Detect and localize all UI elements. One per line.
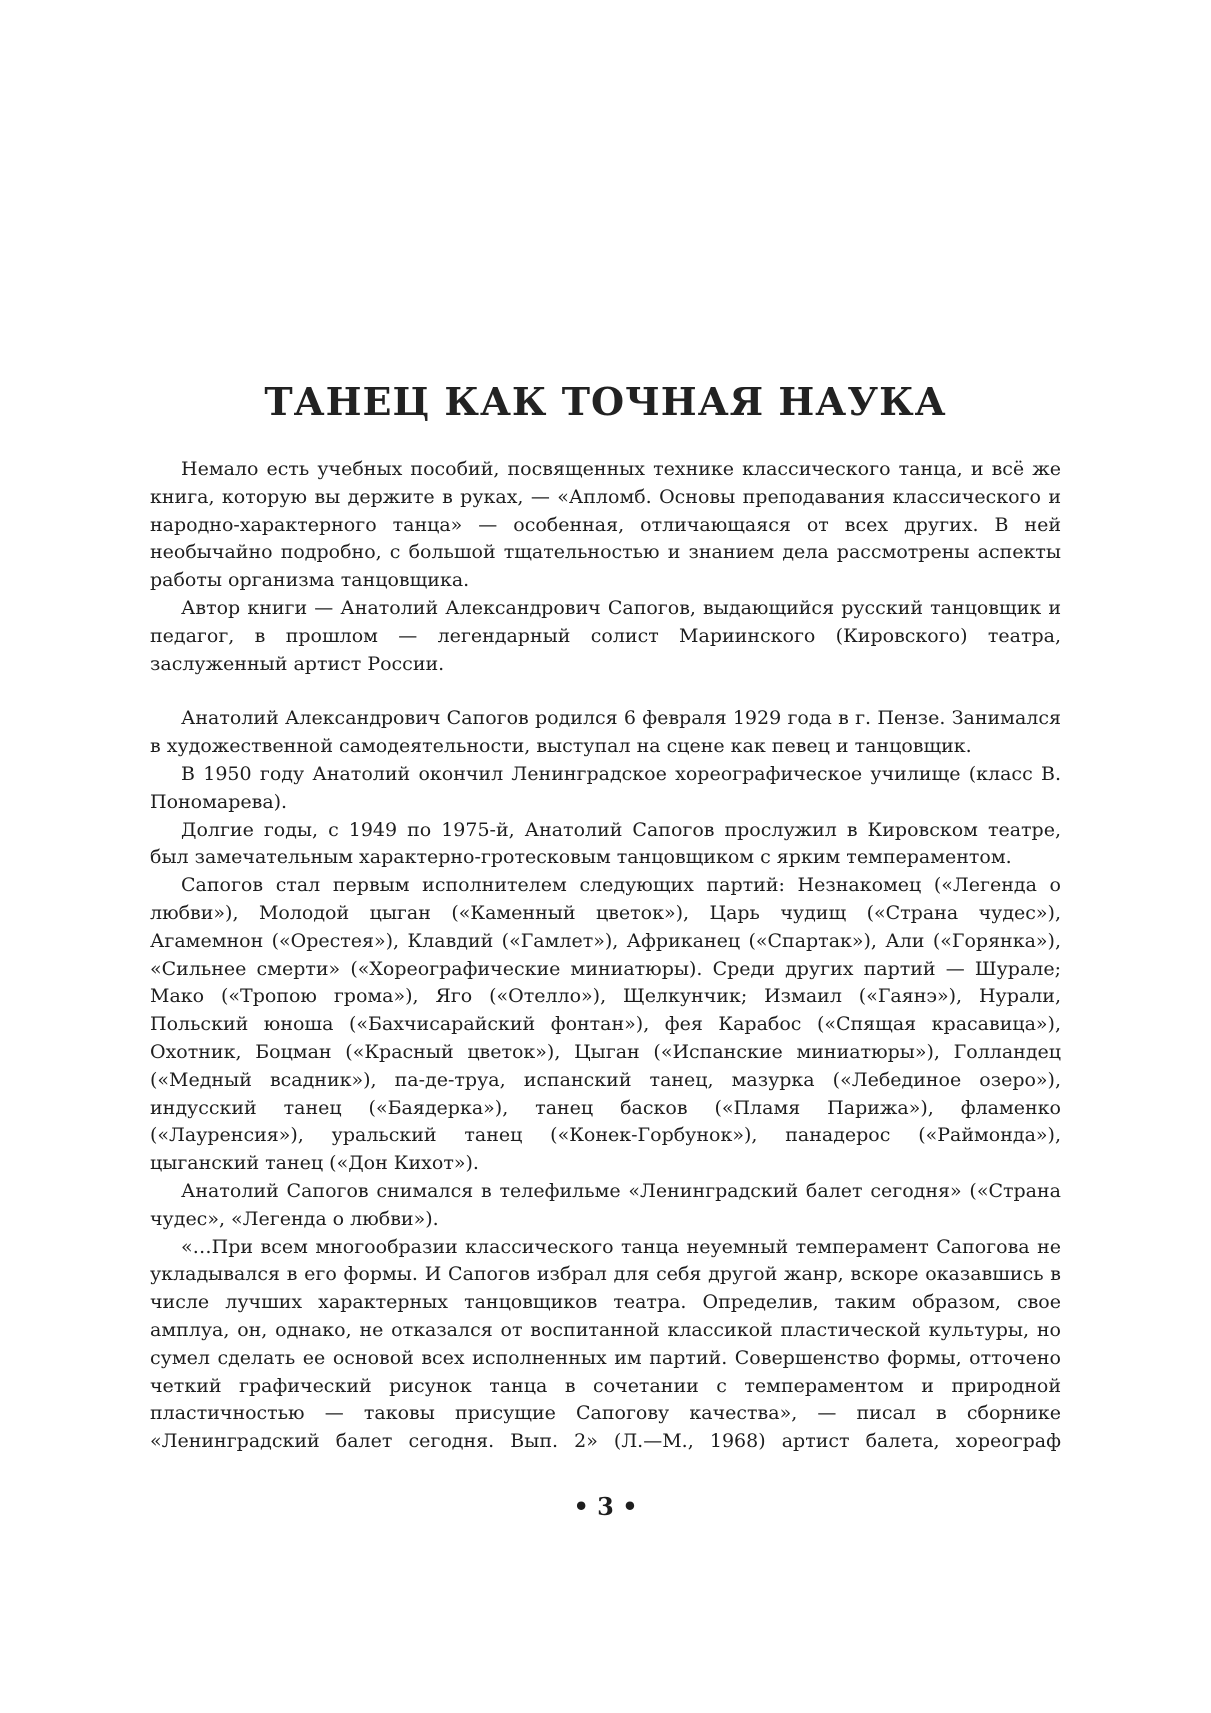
paragraph-school: В 1950 году Анатолий окончил Ленинградское хореографическое училище (класс В. Пономарева). — [150, 762, 1061, 813]
paragraph-intro: Немало есть учебных пособий, посвященных технике классического танца, и всё же книга, которую вы держите в руках, — «Апломб. Основы преподавания классического и народно-характерного танца» — особенная, отличающаяся от всех других. В ней необычайно подробно, с большой тщательностью и знанием дела рассмотрены аспекты работы организма танцовщика. — [150, 458, 1061, 592]
paragraph-birth: Анатолий Александрович Сапогов родился 6 февраля 1929 года в г. Пензе. Занимался в художественной самодеятельности, выступал на сцене как певец и танцовщик. — [150, 707, 1061, 758]
paragraph-quote: «…При всем многообразии классического танца неуемный темперамент Сапогова не укладывался в его формы. И Сапогов избрал для себя другой жанр, вскоре оказавшись в числе лучших характерных танцовщиков театра. Определив, таким образом, свое амплуа, он, однако, не отказался от воспитанной классикой пластической культуры, но сумел сделать ее основой всех исполненных им партий. Совершенство формы, отточено четкий графический рисунок танца в сочетании с темпераментом и природной пластичностью — таковы присущие Сапогову качества», — писал в сборнике «Ленинградский балет сегодня. Вып. 2» (Л.—М., 1968) артист балета, хореограф — [150, 1235, 1061, 1453]
paragraph-roles: Сапогов стал первым исполнителем следующих партий: Незнакомец («Легенда о любви»), Молодой цыган («Каменный цветок»), Царь чудищ («Страна чудес»), Агамемнон («Орестея»), Клавдий («Гамлет»), Африканец («Спартак»), Али («Горянка»), «Сильнее смерти» («Хореографические миниатюры). Среди других партий — Шурале; Мако («Тропою грома»), Яго («Отелло»), Щелкунчик; Измаил («Гаянэ»), Нурали, Польский юноша («Бахчисарайский фонтан»), фея Карабос («Спящая красавица»), Охотник, Боцман («Красный цветок»), Цыган («Испанские миниатюры»), Голландец («Медный всадник»), па-де-труа, испанский танец, мазурка («Лебединое озеро»), индусский танец («Баядерка»), танец басков («Пламя Парижа»), фламенко («Лауренсия»), уральский танец («Конек-Горбунок»), панадерос («Раймонда»), цыганский танец («Дон Кихот»). — [150, 874, 1061, 1175]
paragraph-film: Анатолий Сапогов снимался в телефильме «Ленинградский балет сегодня» («Страна чудес», «Легенда о любви»). — [150, 1179, 1061, 1230]
paragraph-theatre: Долгие годы, с 1949 по 1975-й, Анатолий Сапогов прослужил в Кировском театре, был замечательным характерно-гротесковым танцовщиком с ярким темпераментом. — [150, 818, 1061, 869]
page-number: • 3 • — [573, 1492, 638, 1521]
chapter-body — [150, 456, 1061, 1456]
paragraph-author: Автор книги — Анатолий Александрович Сапогов, выдающийся русский танцовщик и педагог, в прошлом — легендарный солист Мариинского (Кировского) театра, заслуженный артист России. — [150, 596, 1061, 675]
chapter-title: ТАНЕЦ КАК ТОЧНАЯ НАУКА — [264, 379, 947, 424]
